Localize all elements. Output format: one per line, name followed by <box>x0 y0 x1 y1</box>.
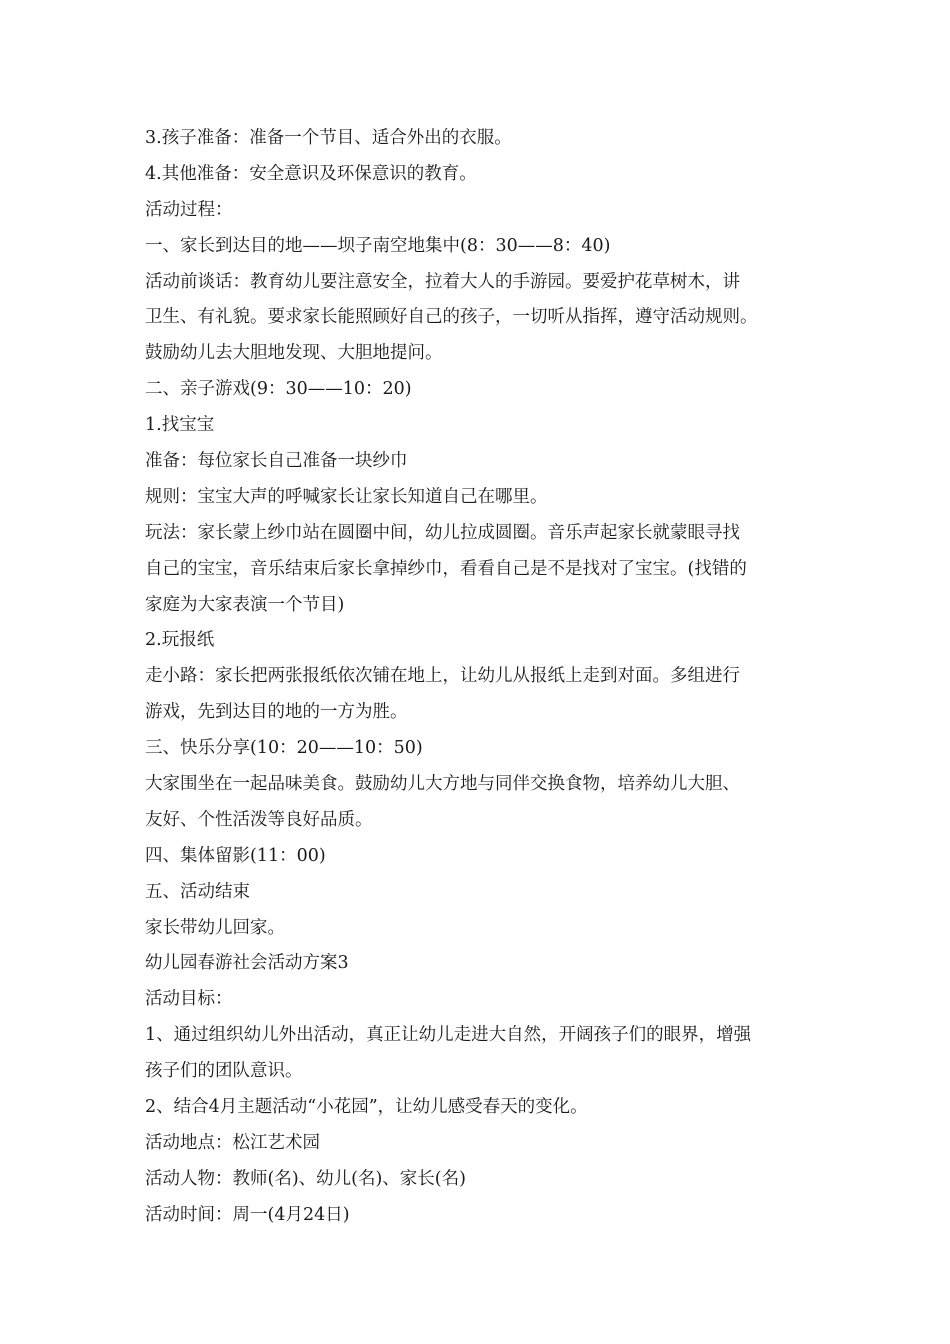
text-line: 活动目标： <box>145 989 233 1010</box>
text-line: 2.玩报纸 <box>145 630 215 651</box>
text-line: 活动地点：松江艺术园 <box>145 1132 320 1153</box>
text-line: 规则：宝宝大声的呼喊家长让家长知道自己在哪里。 <box>145 486 548 507</box>
text-line: 准备：每位家长自己准备一块纱巾 <box>145 451 408 472</box>
text-line: 活动人物：教师(名)、幼儿(名)、家长(名) <box>145 1168 466 1189</box>
text-line: 一、家长到达目的地——坝子南空地集中(8：30——8：40) <box>145 235 611 256</box>
text-line: 卫生、有礼貌。要求家长能照顾好自己的孩子，一切听从指挥，遵守活动规则。 <box>145 307 758 328</box>
text-line: 玩法：家长蒙上纱巾站在圆圈中间，幼儿拉成圆圈。音乐声起家长就蒙眼寻找 <box>145 522 740 543</box>
text-line: 鼓励幼儿去大胆地发现、大胆地提问。 <box>145 343 443 364</box>
text-line: 四、集体留影(11：00) <box>145 845 326 866</box>
text-line: 三、快乐分享(10：20——10：50) <box>145 738 423 759</box>
text-line: 五、活动结束 <box>145 881 250 902</box>
text-line: 1.找宝宝 <box>145 415 215 436</box>
text-line: 3.孩子准备：准备一个节目、适合外出的衣服。 <box>145 128 512 148</box>
text-line: 大家围坐在一起品味美食。鼓励幼儿大方地与同伴交换食物，培养幼儿大胆、 <box>145 774 740 795</box>
text-line: 活动时间：周一(4月24日) <box>145 1204 350 1225</box>
text-line: 友好、个性活泼等良好品质。 <box>145 809 373 830</box>
text-line: 幼儿园春游社会活动方案3 <box>145 953 349 974</box>
text-line: 2、结合4月主题活动“小花园”，让幼儿感受春天的变化。 <box>145 1097 588 1118</box>
text-line: 活动前谈话：教育幼儿要注意安全，拉着大人的手游园。要爱护花草树木，讲 <box>145 271 740 292</box>
text-line: 二、亲子游戏(9：30——10：20) <box>145 379 412 400</box>
text-line: 家庭为大家表演一个节目) <box>145 594 345 615</box>
text-line: 家长带幼儿回家。 <box>145 917 285 938</box>
document-body <box>145 121 815 1234</box>
text-line: 4.其他准备：安全意识及环保意识的教育。 <box>145 163 477 184</box>
text-line: 1、通过组织幼儿外出活动，真正让幼儿走进大自然，开阔孩子们的眼界，增强 <box>145 1025 752 1046</box>
text-line: 孩子们的团队意识。 <box>145 1061 303 1082</box>
text-line: 自己的宝宝，音乐结束后家长拿掉纱巾，看看自己是不是找对了宝宝。(找错的 <box>145 558 747 579</box>
text-line: 活动过程： <box>145 199 233 220</box>
text-line: 游戏，先到达目的地的一方为胜。 <box>145 702 408 723</box>
text-line: 走小路：家长把两张报纸依次铺在地上，让幼儿从报纸上走到对面。多组进行 <box>145 666 740 687</box>
